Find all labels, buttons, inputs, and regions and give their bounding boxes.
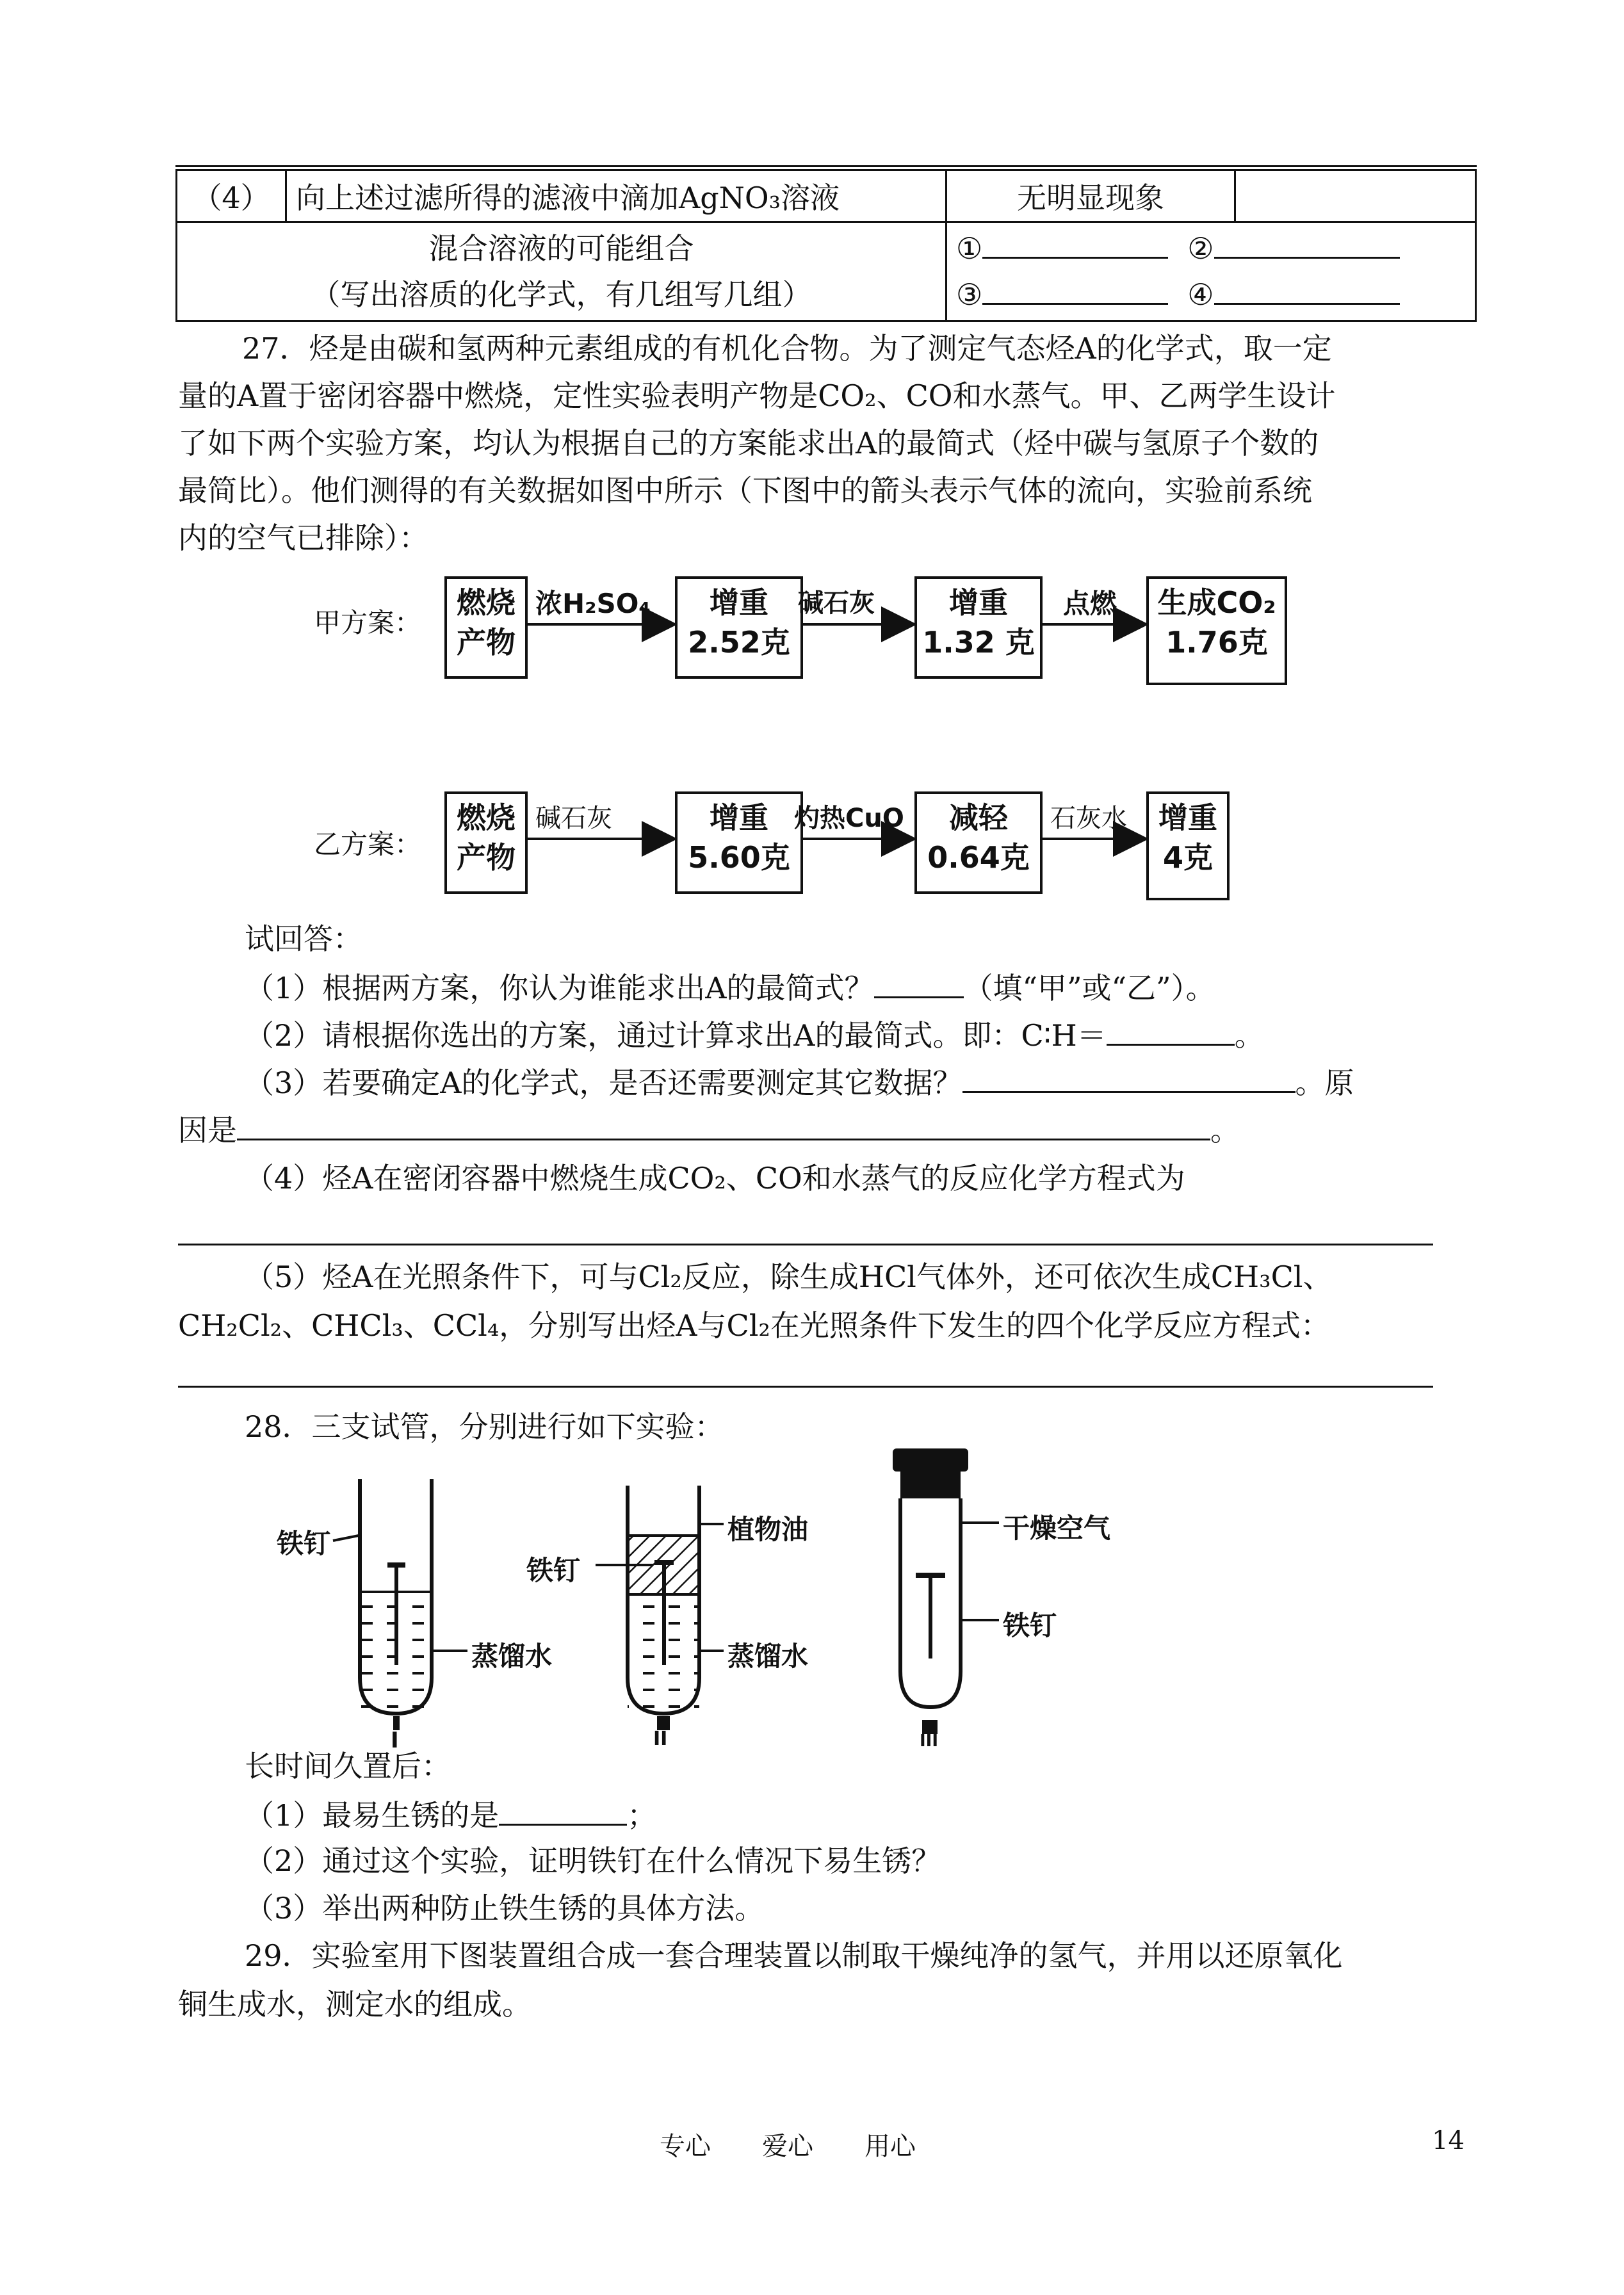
- q27-sub5-line1: （5）烃A在光照条件下，可与Cl₂反应，除生成HCl气体外，还可依次生成CH₃Cl、: [245, 1260, 1333, 1294]
- q29-line2: 铜生成水，测定水的组成。: [178, 1987, 532, 2022]
- box-text: 增重: [1158, 800, 1217, 835]
- plan-a-arrow2-label: 碱石灰: [798, 588, 875, 618]
- q27-line3: 了如下两个实验方案，均认为根据自己的方案能求出A的最简式（烃中碳与氢原子个数的: [178, 426, 1319, 460]
- plan-a-label: 甲方案：: [314, 607, 422, 638]
- q28-title: 28．三支试管，分别进行如下实验：: [245, 1409, 724, 1444]
- q28-after: 长时间久置后：: [245, 1749, 451, 1783]
- box-text: 燃烧: [457, 585, 516, 620]
- q27-sub3-reason: 因是: [178, 1113, 237, 1148]
- combo-label-2: （写出溶质的化学式，有几组写几组）: [311, 277, 812, 312]
- tube-2: [596, 1486, 724, 1730]
- plan-b-arrow3-label: 石灰水: [1050, 804, 1127, 833]
- combo-label-1: 混合溶液的可能组合: [428, 231, 694, 266]
- tube1-water-label: 蒸馏水: [471, 1641, 553, 1672]
- q27-sub1-tail: （填“甲”或“乙”）。: [963, 971, 1215, 1005]
- box-text: 1.32 克: [922, 625, 1035, 660]
- q27-sub2: （2）请根据你选出的方案，通过计算求出A的最简式。即：C∶H＝: [245, 1018, 1107, 1053]
- plan-b-arrow1-label: 碱石灰: [535, 804, 612, 833]
- box-text: 增重: [710, 585, 768, 620]
- tube1-number: I: [391, 1728, 399, 1753]
- tube2-water-label: 蒸馏水: [727, 1641, 809, 1672]
- footer-motto: 专心 爱心 用心: [660, 2132, 916, 2161]
- row-result: 无明显现象: [946, 170, 1235, 222]
- q27-sub3-tail: 。原: [1295, 1066, 1354, 1100]
- tube2-number: II: [653, 1728, 668, 1750]
- blank-2-label: ②: [1187, 231, 1214, 266]
- blank-4-label: ④: [1187, 277, 1214, 312]
- plan-b-arrow2-label: 灼热CuO: [794, 804, 904, 833]
- q28-sub1-line: [245, 1794, 656, 1835]
- box-text: 燃烧: [457, 800, 516, 835]
- q27-sub3: （3）若要确定A的化学式，是否还需要测定其它数据？: [245, 1066, 962, 1100]
- q27-answer-intro: 试回答：: [245, 921, 362, 956]
- q27-sub2-tail: 。: [1234, 1018, 1264, 1053]
- blank-1-label: ①: [956, 231, 983, 266]
- q27-sub5-line2: CH₂Cl₂、CHCl₃、CCl₄，分别写出烃A与Cl₂在光照条件下发生的四个化学反应方程式：: [178, 1308, 1330, 1343]
- box-text: 1.76克: [1165, 625, 1268, 660]
- q28-sub1: （1）最易生锈的是: [245, 1798, 499, 1833]
- page-number: 14: [1432, 2126, 1465, 2155]
- row-action: 向上述过滤所得的滤液中滴加AgNO₃溶液: [286, 170, 946, 222]
- q29-line1: 29．实验室用下图装置组合成一套合理装置以制取干燥纯净的氢气，并用以还原氧化: [245, 1938, 1343, 1973]
- tube1-nail-label: 铁钉: [277, 1528, 331, 1559]
- tube-3: [893, 1448, 999, 1734]
- box-text: 减轻: [949, 800, 1008, 835]
- tube-1: [333, 1479, 467, 1730]
- q28-sub1-tail: ；: [627, 1798, 657, 1833]
- box-text: 产物: [457, 840, 516, 875]
- box-text: 生成CO₂: [1157, 585, 1276, 620]
- q27-line1: 27．烃是由碳和氢两种元素组成的有机化合物。为了测定气态烃A的化学式，取一定: [242, 331, 1332, 366]
- box-text: 2.52克: [688, 625, 790, 660]
- tube3-nail-label: 铁钉: [1003, 1610, 1057, 1641]
- box-text: 增重: [710, 800, 768, 835]
- tube3-air-label: 干燥空气: [1003, 1512, 1111, 1544]
- blank-3-label: ③: [956, 277, 983, 312]
- tube3-number: III: [920, 1731, 939, 1751]
- q28-sub2: （2）通过这个实验，证明铁钉在什么情况下易生锈？: [245, 1844, 941, 1878]
- plan-a-arrow3-label: 点燃: [1063, 588, 1117, 619]
- q27-sub3-line2-tail: 。: [1210, 1113, 1240, 1148]
- q27-line4: 最简比）。他们测得的有关数据如图中所示（下图中的箭头表示气体的流向，实验前系统: [178, 473, 1312, 508]
- box-text: 增重: [949, 585, 1008, 620]
- box-text: 5.60克: [688, 840, 790, 875]
- q27-line2: 量的A置于密闭容器中燃烧，定性实验表明产物是CO₂、CO和水蒸气。甲、乙两学生设计: [178, 378, 1336, 413]
- box-text: 4克: [1162, 840, 1213, 875]
- q28-sub3: （3）举出两种防止铁生锈的具体方法。: [245, 1891, 765, 1926]
- q27-line5: 内的空气已排除）：: [178, 521, 428, 555]
- row-number: （4）: [177, 170, 286, 222]
- q27-sub4: （4）烃A在密闭容器中燃烧生成CO₂、CO和水蒸气的反应化学方程式为: [245, 1161, 1185, 1196]
- box-text: 0.64克: [927, 840, 1030, 875]
- q27-sub1: （1）根据两方案，你认为谁能求出A的最简式？: [245, 971, 874, 1005]
- box-text: 产物: [457, 625, 516, 660]
- tube2-nail-label: 铁钉: [526, 1555, 581, 1586]
- plan-a-arrow1-label: 浓H₂SO₄: [535, 588, 651, 619]
- tube2-oil-label: 植物油: [727, 1514, 809, 1545]
- q28-sub1-blank[interactable]: [499, 1794, 627, 1826]
- plan-b-label: 乙方案：: [314, 829, 422, 860]
